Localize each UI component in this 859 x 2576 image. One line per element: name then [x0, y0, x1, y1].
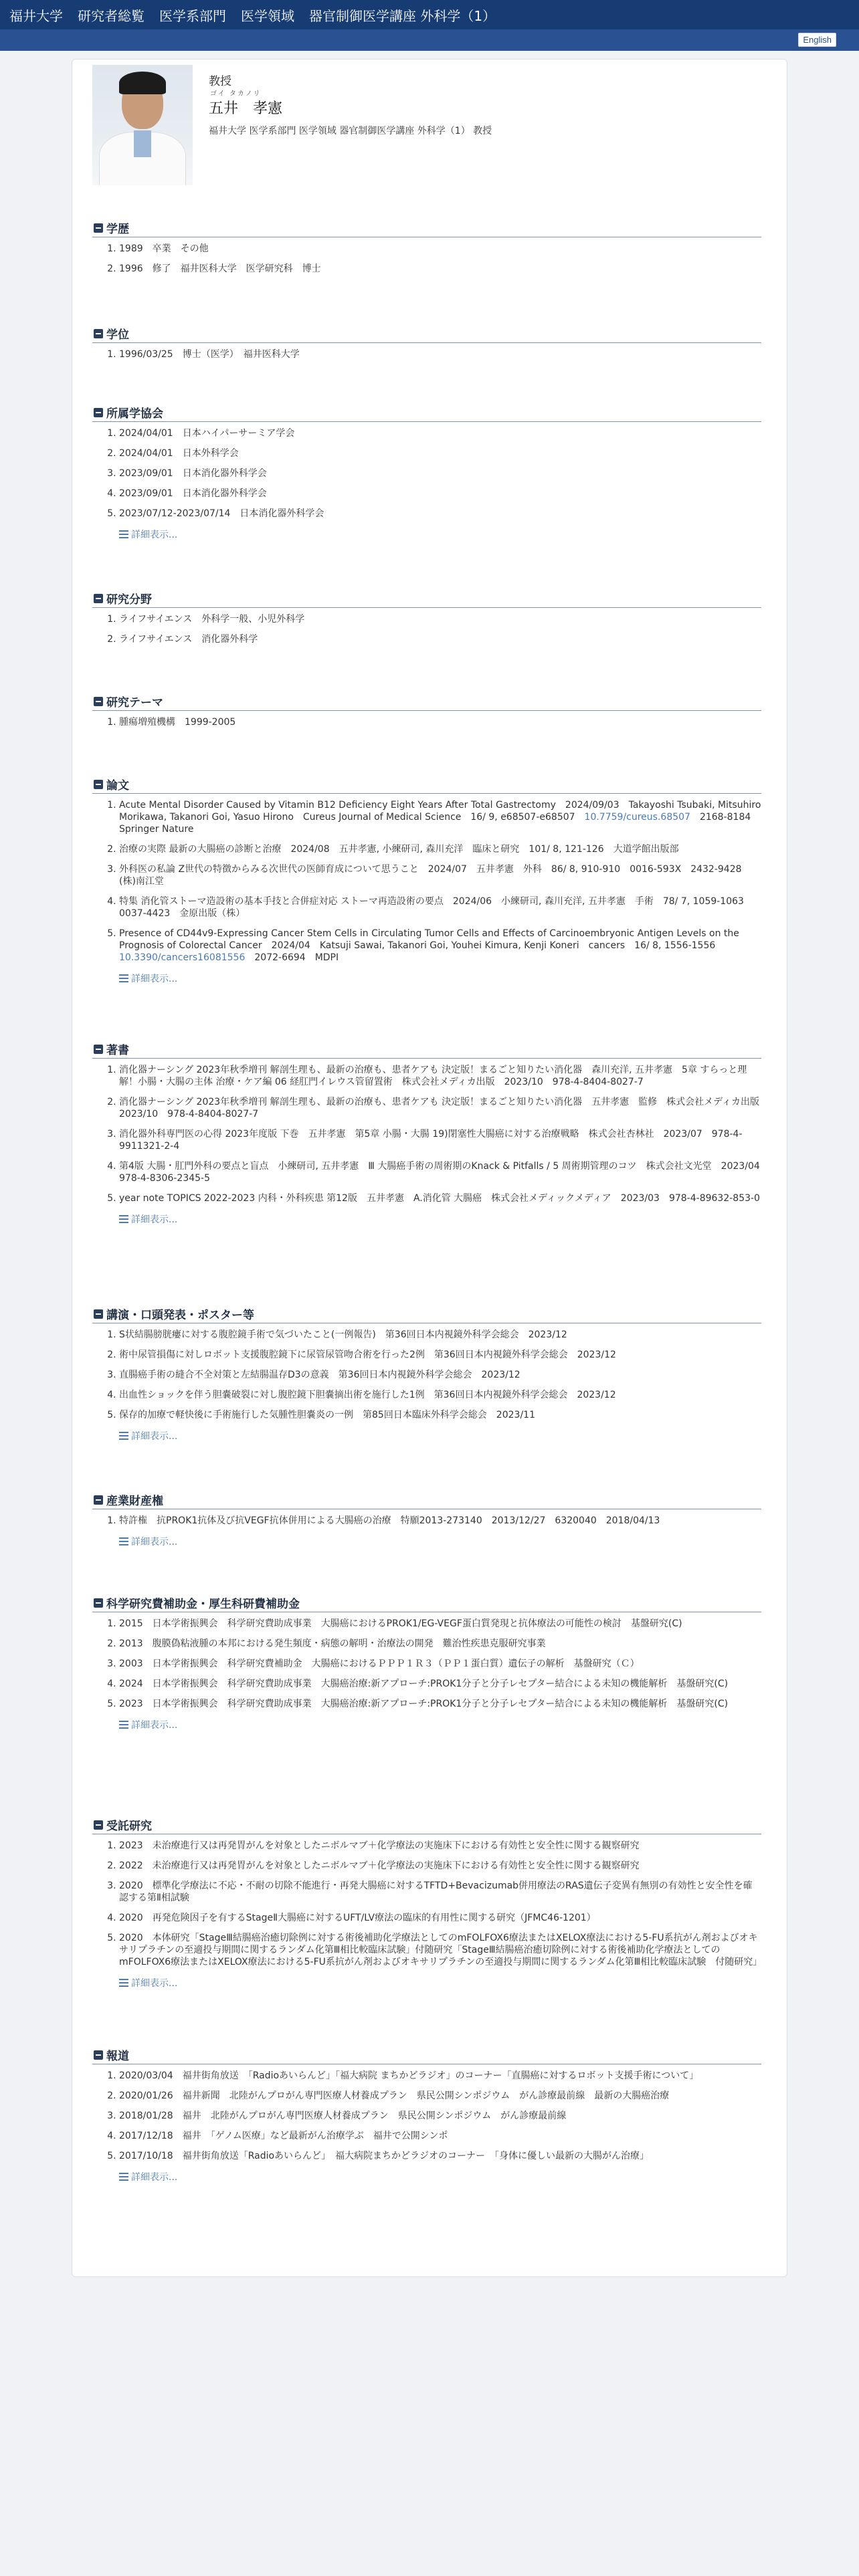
- list-item: 5. 2023 日本学術振興会 科学研究費助成事業 大腸癌治療:新アプローチ:PROK1分子と分子レセプター結合による未知の機能解析 基盤研究(C): [119, 1698, 761, 1710]
- section-title: 論文: [106, 779, 129, 792]
- english-button[interactable]: English: [798, 33, 836, 47]
- show-more-link[interactable]: [119, 528, 761, 541]
- section-title: 学位: [106, 328, 129, 342]
- section-title: 学歴: [106, 223, 129, 236]
- list-item: 2. ライフサイエンス 消化器外科学: [119, 633, 761, 645]
- show-more-label: 詳細表示...: [131, 530, 178, 540]
- list-icon: [119, 974, 128, 982]
- show-more-link[interactable]: [119, 972, 761, 985]
- section-title: 研究テーマ: [106, 696, 163, 710]
- paper-item: 4. 特集 消化管ストーマ造設術の基本手技と合併症対応 ストーマ再造設術の要点 2024/06 小練研司, 森川充洋, 五井孝憲 手術 78/ 7, 1059-1063 0037-4423 金原出版（株）: [119, 895, 761, 920]
- list-item: 3. 2018/01/28 福井 北陸がんプロがん専門医療人材養成プラン 県民公開シンポジウム がん診療最前線: [119, 2110, 761, 2122]
- collapse-icon[interactable]: [94, 780, 103, 789]
- section-title: 講演・口頭発表・ポスター等: [106, 1309, 254, 1322]
- section-title: 所属学協会: [106, 407, 163, 421]
- list-item: 2. 2024/04/01 日本外科学会: [119, 447, 761, 459]
- section-degree: [92, 324, 761, 368]
- paper-item: 3. 外科医の私論 Z世代の特徴からみる次世代の医師育成について思うこと 2024/07 五井孝憲 外科 86/ 8, 910-910 0016-593X 2432-9428 (株)南江堂: [119, 863, 761, 887]
- profile-header: [92, 65, 761, 185]
- show-more-label: 詳細表示...: [131, 1214, 178, 1225]
- list-item: 1. 1989 卒業 その他: [119, 243, 761, 255]
- collapse-icon[interactable]: [94, 1495, 103, 1505]
- show-more-label: 詳細表示...: [131, 974, 178, 984]
- list-item: 2. 2022 未治療進行又は再発胃がんを対象としたニボルマブ＋化学療法の実施床下における有効性と安全性に関する観察研究: [119, 1860, 761, 1872]
- list-item: 4. 2017/12/18 福井 「ゲノム医療」など最新がん治療学ぶ 福井で公開シンポ: [119, 2130, 761, 2142]
- list-item: 1. 消化器ナーシング 2023年秋季増刊 解剖生理も、最新の治療も、患者ケアも 決定版！まるごと知りたい消化器 森川充洋, 五井孝憲 5章 すらっと理解！小腸・大腸の主体 治療・ケア編 06 経肛門イレウス管留置術 株式会社メディカ出版 2023/10 978-4-8404-8027-7: [119, 1064, 761, 1088]
- section-title: 研究分野: [106, 593, 152, 607]
- name-reading: ゴイ タカノリ: [210, 90, 262, 98]
- show-more-label: 詳細表示...: [131, 2172, 178, 2183]
- list-item: 3. 2023/09/01 日本消化器外科学会: [119, 467, 761, 479]
- list-item: 3. 消化器外科専門医の心得 2023年度版 下巻 五井孝憲 第5章 小腸・大腸 19)閉塞性大腸癌に対する治療戦略 株式会社杏林社 2023/07 978-4-9911321-2-4: [119, 1128, 761, 1152]
- list-item: 1. 2024/04/01 日本ハイパーサーミア学会: [119, 427, 761, 439]
- show-more-label: 詳細表示...: [131, 1537, 178, 1547]
- academic-rank: 教授: [209, 75, 231, 88]
- list-icon: [119, 1537, 128, 1545]
- paper-item: 2. 治療の実際 最新の大腸癌の診断と治療 2024/08 五井孝憲, 小練研司, 森川充洋 臨床と研究 101/ 8, 121-126 大道学館出版部: [119, 843, 761, 855]
- list-item: 4. 2020 再発危険因子を有するStageⅡ大腸癌に対するUFT/LV療法の臨床的有用性に関する研究（JFMC46-1201）: [119, 1912, 761, 1924]
- collapse-icon[interactable]: [94, 1598, 103, 1608]
- list-item: 5. 保存的加療で軽快後に手術施行した気腫性胆嚢炎の一例 第85回日本臨床外科学会総会 2023/11: [119, 1409, 761, 1421]
- list-icon: [119, 1215, 128, 1223]
- show-more-link[interactable]: [119, 1976, 761, 1990]
- show-more-link[interactable]: [119, 1212, 761, 1226]
- list-item: 3. 直腸癌手術の縫合不全対策と左結腸温存D3の意義 第36回日本内視鏡外科学会総会 2023/12: [119, 1369, 761, 1381]
- list-item: 2. 2013 腹膜偽粘液腫の本邦における発生頻度・病態の解明・治療法の開発 難治性疾患克服研究事業: [119, 1638, 761, 1650]
- list-icon: [119, 2173, 128, 2181]
- collapse-icon[interactable]: [94, 594, 103, 603]
- section-books: [92, 1040, 769, 1226]
- breadcrumb-researcher-directory[interactable]: 研究者総覧: [78, 7, 145, 24]
- show-more-label: 詳細表示...: [131, 1431, 178, 1442]
- breadcrumb-medical-area[interactable]: 医学領域: [241, 7, 294, 24]
- collapse-icon[interactable]: [94, 1820, 103, 1830]
- breadcrumb-university[interactable]: 福井大学: [9, 7, 63, 24]
- list-item: 5. 2020 本体研究「StageⅢ結腸癌治癒切除例に対する術後補助化学療法としてのmFOLFOX6療法またはXELOX療法における5-FU系抗がん剤およびオキサリプラチンの至適投与期間に関するランダム化第Ⅲ相比較臨床試験」付随研究「StageⅢ結腸癌治癒切除例に対する術後補助化学療法としてのmFOLFOX6療法またはXELOX療法における5-FU系抗がん剤およびオキサリプラチンの至適投与期間に関するランダム化第Ⅲ相比較臨床試験 付随研究」: [119, 1932, 761, 1968]
- paper-item: 1. Acute Mental Disorder Caused by Vitamin B12 Deficiency Eight Years After Total Gastrectomy 2024/09/03 Takayoshi Tsubaki, Mitsuhiro Morikawa, Takanori Goi, Yasuo Hirono Cureus Journal of Medical Science 16/ 9, e68507-e68507 10.7759/cureus.68507 2168-8184 Springer Nature: [119, 799, 761, 835]
- section-grants: [92, 1594, 761, 1731]
- section-title: 報道: [106, 2050, 129, 2063]
- breadcrumb-medical-division[interactable]: 医学系部門: [159, 7, 226, 24]
- list-item: 4. 2024 日本学術振興会 科学研究費助成事業 大腸癌治療:新アプローチ:PROK1分子と分子レセプター結合による未知の機能解析 基盤研究(C): [119, 1678, 761, 1690]
- section-research-fields: [92, 589, 761, 653]
- list-item: 2. 2020/01/26 福井新聞 北陸がんプロがん専門医療人材養成プラン 県民公開シンポジウム がん診療最前線 最新の大腸癌治療: [119, 2090, 761, 2102]
- researcher-name: 五井 孝憲: [209, 100, 283, 117]
- show-more-label: 詳細表示...: [131, 1978, 178, 1989]
- show-more-link[interactable]: [119, 2170, 761, 2183]
- section-research-themes: [92, 692, 761, 736]
- list-item: 2. 消化器ナーシング 2023年秋季増刊 解剖生理も、最新の治療も、患者ケアも 決定版！まるごと知りたい消化器 五井孝憲 監修 株式会社メディカ出版 2023/10 978-4-8404-8027-7: [119, 1096, 761, 1120]
- list-icon: [119, 1432, 128, 1440]
- section-patents: [92, 1491, 761, 1548]
- list-item: 4. 出血性ショックを伴う胆嚢破裂に対し腹腔鏡下胆嚢摘出術を施行した1例 第36回日本内視鏡外科学会総会 2023/12: [119, 1389, 761, 1401]
- profile-card: [72, 59, 787, 2277]
- section-title: 科学研究費補助金・厚生科研費補助金: [106, 1598, 300, 1611]
- section-title: 著書: [106, 1044, 129, 1057]
- list-item: 2. 術中尿管損傷に対しロボット支援腹腔鏡下に尿管尿管吻合術を行った2例 第36回日本内視鏡外科学会総会 2023/12: [119, 1349, 761, 1361]
- list-item: 1. 2020/03/04 福井街角放送 「Radioあいらんど」「福大病院 まちかどラジオ」のコーナー「直腸癌に対するロボット支援手術について」: [119, 2070, 761, 2082]
- show-more-link[interactable]: [119, 1535, 761, 1548]
- list-item: 3. 2003 日本学術振興会 科学研究費補助金 大腸癌におけるＰＰＰ１Ｒ３（ＰＰ１蛋白質）遺伝子の解析 基盤研究（Ｃ）: [119, 1658, 761, 1670]
- list-item: 1. 2023 未治療進行又は再発胃がんを対象としたニボルマブ＋化学療法の実施床下における有効性と安全性に関する観察研究: [119, 1840, 761, 1852]
- list-item: 2. 1996 修了 福井医科大学 医学研究科 博士: [119, 263, 761, 275]
- list-item: 4. 第4版 大腸・肛門外科の要点と盲点 小練研司, 五井孝憲 Ⅲ 大腸癌手術の周術期のKnack & Pitfalls / 5 周術期管理のコツ 株式会社文光堂 2023/04 978-4-8306-2345-5: [119, 1160, 761, 1184]
- list-icon: [119, 1721, 128, 1729]
- breadcrumb-department[interactable]: 器官制御医学講座 外科学（1）: [309, 7, 496, 24]
- list-item: 5. 2023/07/12-2023/07/14 日本消化器外科学会: [119, 508, 761, 520]
- doi-link[interactable]: 10.3390/cancers16081556: [119, 952, 246, 963]
- top-nav-bar: [0, 0, 859, 29]
- section-education: [92, 219, 761, 283]
- sub-bar: [0, 29, 859, 51]
- show-more-link[interactable]: [119, 1429, 761, 1442]
- show-more-label: 詳細表示...: [131, 1720, 178, 1731]
- list-item: 5. 2017/10/18 福井街角放送「Radioあいらんど」 福大病院まちかどラジオのコーナー 「身体に優しい最新の大腸がん治療」: [119, 2150, 761, 2162]
- collapse-icon[interactable]: [94, 697, 103, 706]
- section-commissioned-research: [92, 1816, 761, 1990]
- section-papers: [92, 775, 761, 985]
- collapse-icon[interactable]: [94, 1309, 103, 1319]
- collapse-icon[interactable]: [94, 1045, 103, 1054]
- list-item: 1. 1996/03/25 博士（医学） 福井医科大学: [119, 348, 761, 360]
- list-item: 1. S状結腸膀胱瘻に対する腹腔鏡手術で気づいたこと(一例報告) 第36回日本内視鏡外科学会総会 2023/12: [119, 1329, 761, 1341]
- section-title: 産業財産権: [106, 1495, 163, 1508]
- doi-link[interactable]: 10.7759/cureus.68507: [584, 812, 690, 823]
- profile-photo: [92, 65, 193, 185]
- section-media: [92, 2046, 761, 2183]
- list-item: 1. 腫瘍増殖機構 1999-2005: [119, 716, 761, 728]
- paper-item: 5. Presence of CD44v9-Expressing Cancer Stem Cells in Circulating Tumor Cells and Effects of Carcinoembryonic Antigen Levels on the Prognosis of Colorectal Cancer 2024/04 Katsuji Sawai, Takanori Goi, Youhei Kimura, Kenji Koneri cancers 16/ 8, 1556-1556 10.3390/cancers16081556 2072-6694 MDPI: [119, 928, 761, 964]
- collapse-icon[interactable]: [94, 408, 103, 417]
- list-item: 1. ライフサイエンス 外科学一般、小児外科学: [119, 613, 761, 625]
- collapse-icon[interactable]: [94, 329, 103, 338]
- list-icon: [119, 1979, 128, 1987]
- list-item: 1. 2015 日本学術振興会 科学研究費助成事業 大腸癌におけるPROK1/EG-VEGF蛋白質発現と抗体療法の可能性の検討 基盤研究(C): [119, 1618, 761, 1630]
- collapse-icon[interactable]: [94, 2050, 103, 2060]
- section-societies: [92, 403, 761, 541]
- section-title: 受託研究: [106, 1820, 152, 1833]
- list-item: 5. year note TOPICS 2022-2023 内科・外科疾患 第12版 五井孝憲 A.消化管 大腸癌 株式会社メディックメディア 2023/03 978-4-89632-853-0: [119, 1192, 761, 1204]
- affiliation: 福井大学 医学系部門 医学領域 器官制御医学講座 外科学（1） 教授: [209, 126, 492, 136]
- collapse-icon[interactable]: [94, 223, 103, 233]
- section-presentations: [92, 1305, 761, 1442]
- list-icon: [119, 530, 128, 538]
- show-more-link[interactable]: [119, 1718, 761, 1731]
- list-item: 3. 2020 標準化学療法に不応・不耐の切除不能進行・再発大腸癌に対するTFTD+Bevacizumab併用療法のRAS遺伝子変異有無別の有効性と安全性を確認する第Ⅱ相試験: [119, 1880, 761, 1904]
- list-item: 1. 特許権 抗PROK1抗体及び抗VEGF抗体併用による大腸癌の治療 特願2013-273140 2013/12/27 6320040 2018/04/13: [119, 1515, 761, 1527]
- list-item: 4. 2023/09/01 日本消化器外科学会: [119, 488, 761, 500]
